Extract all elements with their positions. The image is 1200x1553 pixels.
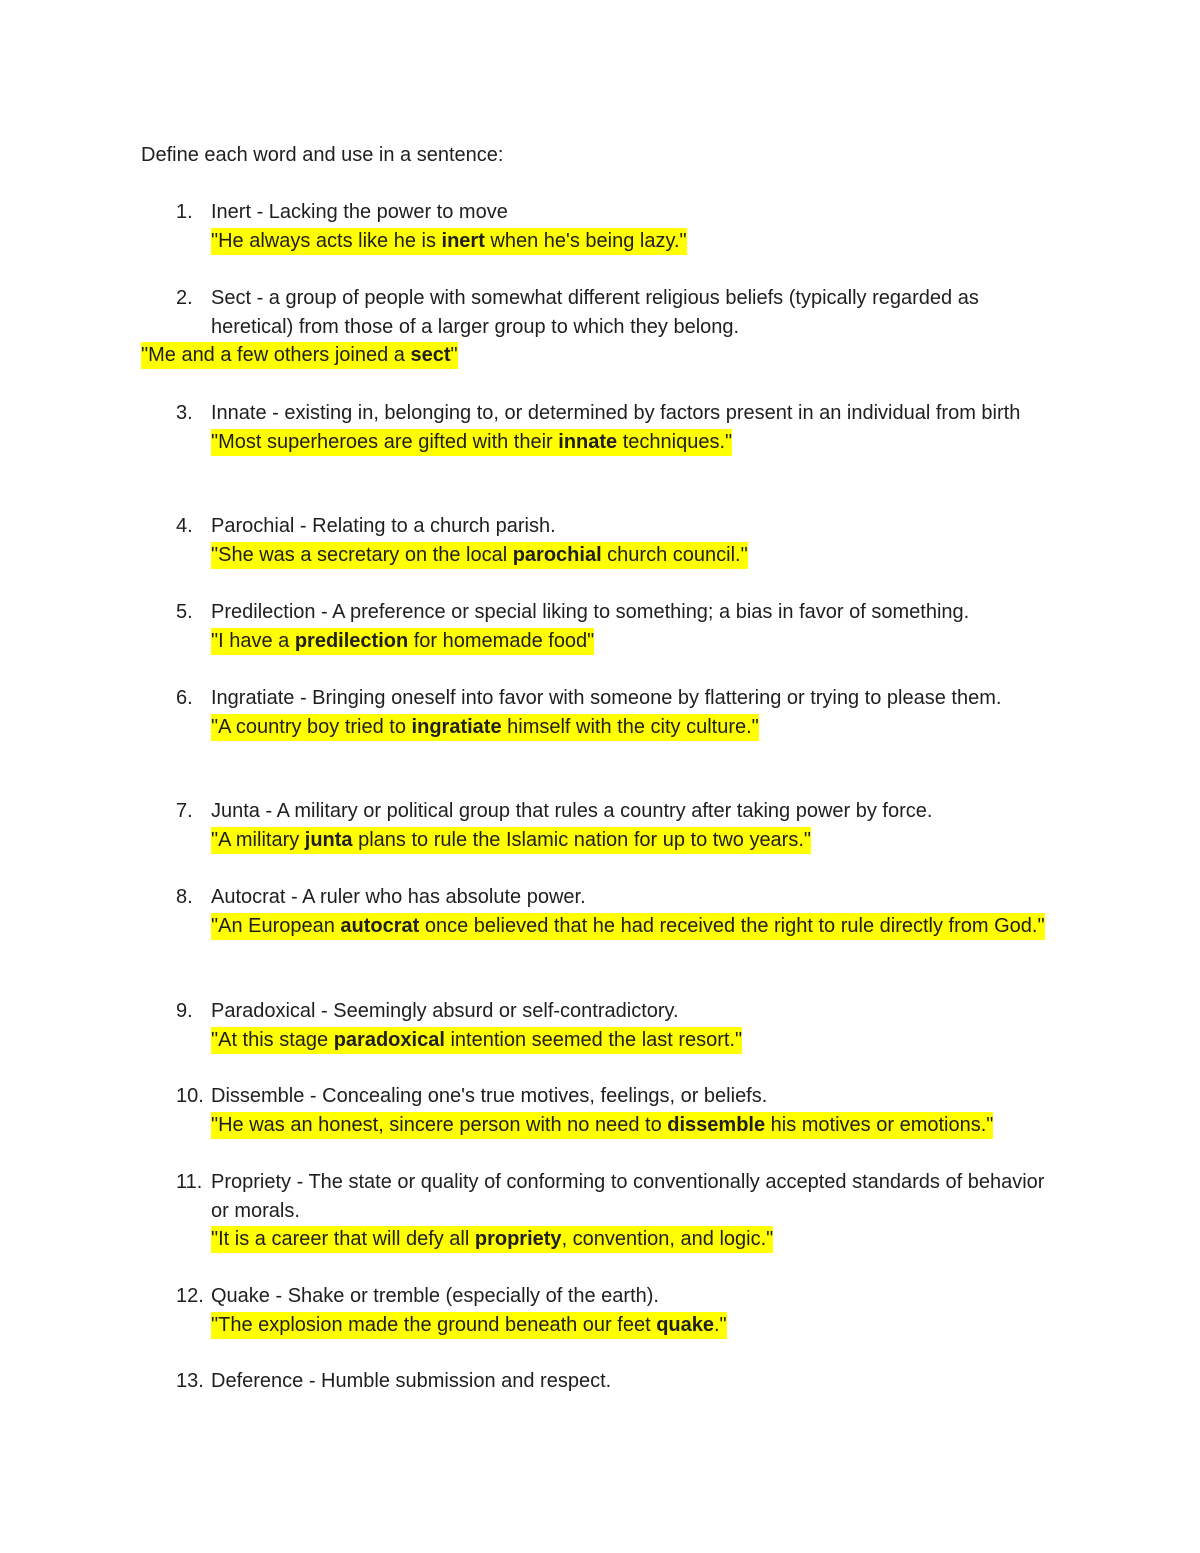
item-number: 5. (176, 601, 193, 623)
item-definition: Propriety - The state or quality of conforming to conventionally accepted standards of behavior or morals. (211, 1171, 1045, 1222)
vocab-word: paradoxical (333, 1028, 445, 1051)
example-sentence: "An European autocrat once believed that he had received the right to rule directly from God." (211, 913, 1045, 940)
example-sentence: "She was a secretary on the local parochial church council." (211, 542, 748, 569)
item-number: 13. (176, 1370, 204, 1392)
item-definition: Junta - A military or political group that rules a country after taking power by force. (211, 800, 933, 822)
item-definition: Innate - existing in, belonging to, or determined by factors present in an individual from birth (211, 402, 1021, 424)
example-sentence: "A military junta plans to rule the Islamic nation for up to two years." (211, 827, 811, 854)
vocab-word: quake (656, 1313, 714, 1336)
example-sentence: "The explosion made the ground beneath our feet quake." (211, 1312, 727, 1339)
list-item (176, 1168, 1066, 1254)
vocab-word: ingratiate (411, 715, 502, 738)
list-item (176, 883, 1066, 940)
list-item (176, 1082, 1066, 1139)
item-definition: Sect - a group of people with somewhat different religious beliefs (typically regarded as heretical) from those of a larger group to which they belong. (211, 287, 979, 338)
vocab-word: inert (441, 229, 485, 252)
item-definition: Ingratiate - Bringing oneself into favor with someone by flattering or trying to please them. (211, 687, 1002, 709)
vocab-word: dissemble (667, 1113, 766, 1136)
item-definition: Parochial - Relating to a church parish. (211, 515, 556, 537)
list-item (176, 399, 1066, 456)
vocab-word: predilection (294, 629, 409, 652)
example-sentence: "A country boy tried to ingratiate himself with the city culture." (211, 714, 759, 741)
item-number: 4. (176, 515, 193, 537)
list-item (176, 598, 1066, 655)
list-item (176, 284, 1066, 341)
example-sentence: "He always acts like he is inert when he's being lazy." (211, 228, 687, 255)
example-sentence: "Me and a few others joined a sect" (141, 342, 458, 369)
example-sentence: "At this stage paradoxical intention seemed the last resort." (211, 1027, 742, 1054)
list-item (176, 1367, 1066, 1396)
list-item (176, 512, 1066, 569)
vocab-word: autocrat (340, 914, 420, 937)
item-definition: Dissemble - Concealing one's true motives, feelings, or beliefs. (211, 1085, 768, 1107)
item-number: 7. (176, 800, 193, 822)
list-item (176, 997, 1066, 1054)
list-item (176, 198, 1066, 255)
vocab-word: innate (558, 430, 618, 453)
item-number: 8. (176, 886, 193, 908)
vocab-word: parochial (512, 543, 602, 566)
item-definition: Quake - Shake or tremble (especially of the earth). (211, 1285, 659, 1307)
item-number: 3. (176, 402, 193, 424)
item-definition: Deference - Humble submission and respect. (211, 1370, 612, 1392)
item-number: 6. (176, 687, 193, 709)
page-heading: Define each word and use in a sentence: (141, 144, 504, 166)
item-number: 2. (176, 287, 193, 309)
item-definition: Paradoxical - Seemingly absurd or self-contradictory. (211, 1000, 679, 1022)
item-definition: Autocrat - A ruler who has absolute power. (211, 886, 586, 908)
item-number: 11. (176, 1171, 203, 1193)
example-sentence: "He was an honest, sincere person with no need to dissemble his motives or emotions." (211, 1112, 993, 1139)
list-item (176, 684, 1066, 741)
item-definition: Inert - Lacking the power to move (211, 201, 508, 223)
vocab-word: sect (410, 344, 451, 366)
example-sentence: "Most superheroes are gifted with their innate techniques." (211, 429, 732, 456)
item-definition: Predilection - A preference or special liking to something; a bias in favor of something. (211, 601, 970, 623)
item-number: 1. (176, 201, 193, 223)
item-number: 9. (176, 1000, 193, 1022)
item-number: 10. (176, 1085, 204, 1107)
vocab-word: propriety (474, 1228, 562, 1250)
example-sentence-outdented (141, 341, 458, 369)
vocab-word: junta (304, 828, 353, 851)
item-number: 12. (176, 1285, 204, 1307)
list-item (176, 797, 1066, 854)
example-sentence: "I have a predilection for homemade food" (211, 628, 594, 655)
example-sentence: "It is a career that will defy all propriety, convention, and logic." (211, 1226, 773, 1253)
list-item (176, 1282, 1066, 1339)
